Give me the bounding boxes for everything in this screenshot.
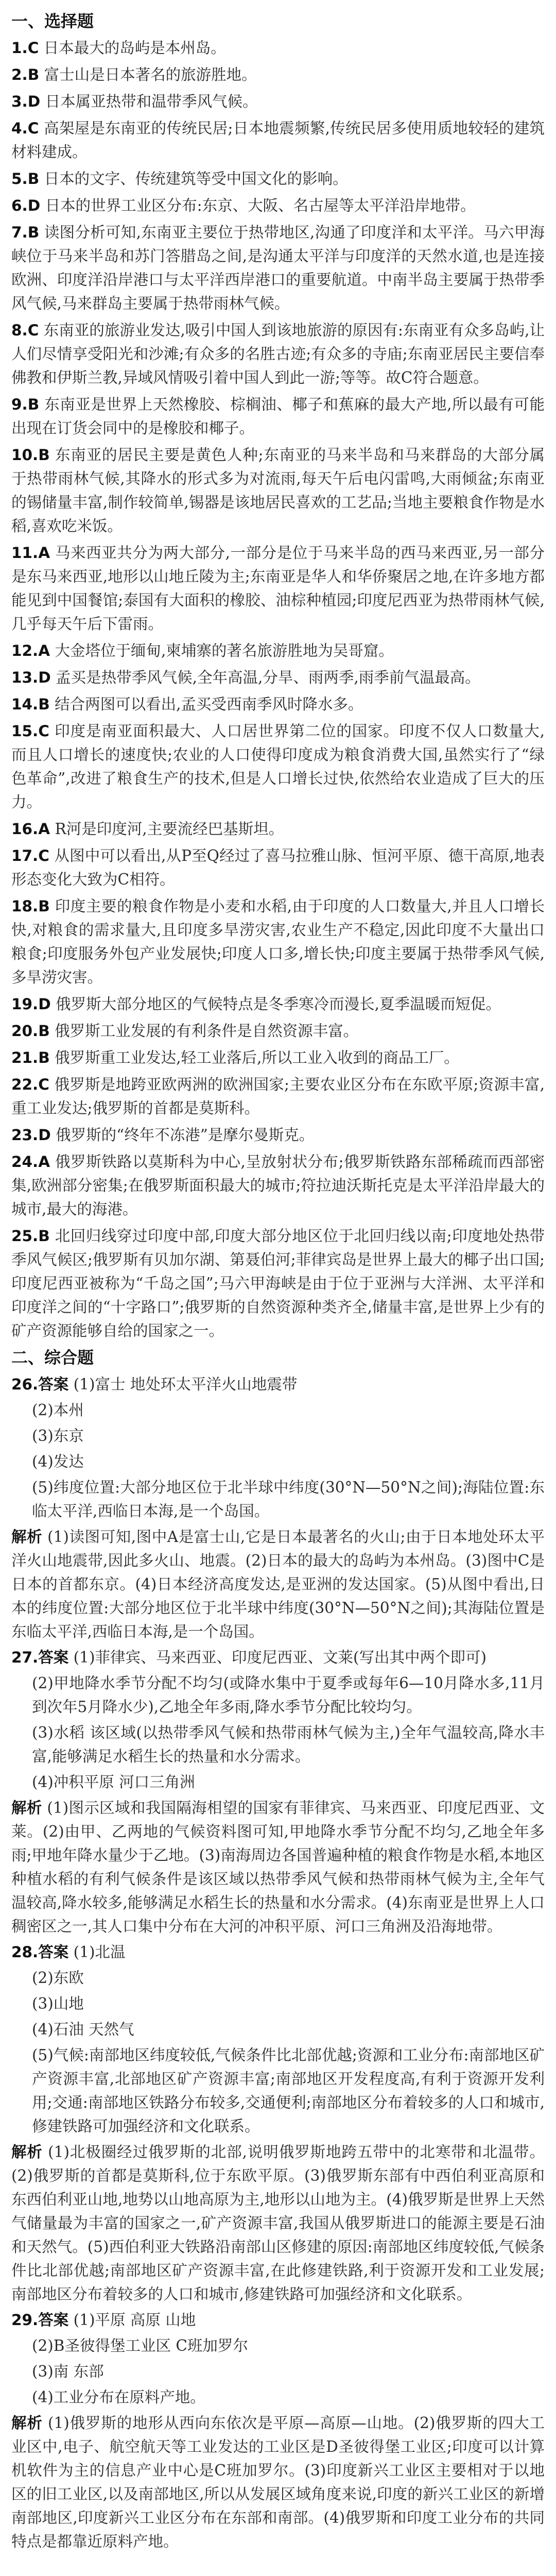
- choice-answer-explanation: 俄罗斯铁路以莫斯科为中心,呈放射状分布;俄罗斯铁路东部稀疏而西部密集,欧洲部分密集;在俄罗斯面积最大的城市;符拉迪沃斯托克是太平洋沿岸最大的城市,最大的海港。: [11, 1153, 545, 1218]
- choice-answer-item: [11, 666, 545, 689]
- choice-answer-explanation: 俄罗斯大部分地区的气候特点是冬季寒冷而漫长,夏季温暖而短促。: [56, 995, 501, 1013]
- choice-answer-number: 2.B: [11, 66, 40, 83]
- choice-answer-number: 6.D: [11, 197, 41, 214]
- q28-answer-part: (3)山地: [32, 1995, 84, 2012]
- q29-answer-part: (3)南 东部: [32, 2363, 104, 2380]
- q26-answer-part: (5)纬度位置:大部分地区位于北半球中纬度(30°N—50°N之间);海陆位置:东临太平洋,西临日本海,是一个岛国。: [32, 1479, 545, 1520]
- choice-answer-item: [11, 1073, 545, 1120]
- choice-answer-number: 8.C: [11, 321, 39, 339]
- choice-answer-explanation: 俄罗斯是地跨亚欧两洲的欧洲国家;主要农业区分布在东欧平原;资源丰富,重工业发达;俄罗斯的首都是莫斯科。: [11, 1076, 545, 1117]
- q27-explanation-label: 解析: [11, 1799, 42, 1817]
- choice-answer-item: [11, 116, 545, 164]
- question-28-block: [11, 1940, 545, 2306]
- choice-answer-explanation: 俄罗斯工业发展的有利条件是自然资源丰富。: [55, 1022, 359, 1040]
- choice-answer-explanation: 高架屋是东南亚的传统民居;日本地震频繁,传统民居多使用质地较轻的建筑材料建成。: [11, 120, 545, 161]
- q27-answer-part: (4)冲积平原 河口三角洲: [32, 1773, 195, 1791]
- choice-answer-number: 9.B: [11, 396, 40, 413]
- choice-answer-item: [11, 443, 545, 538]
- choice-answer-item: [11, 393, 545, 440]
- choice-answer-number: 7.B: [11, 224, 40, 241]
- choice-answer-explanation: 结合两图可以看出,孟买受西南季风时降水多。: [55, 696, 363, 713]
- q27-answer-part: (2)甲地降水季节分配不均匀(或降水集中于夏季或每年6—10月降水多,11月到次年5月降水少),乙地全年多雨,降水季节分配比较均匀。: [32, 1674, 545, 1716]
- choice-answer-number: 24.A: [11, 1153, 50, 1171]
- q26-answer-part: (3)东京: [32, 1427, 84, 1445]
- q28-answer-part: (4)石油 天然气: [32, 2021, 134, 2038]
- choice-answer-explanation: 富士山是日本著名的旅游胜地。: [44, 66, 257, 83]
- q27-explanation-text: (1)图示区域和我国隔海相望的国家有菲律宾、马来西亚、印度尼西亚、文莱。(2)由甲、乙两地的气候资料图可知,甲地降水季节分配不均匀,乙地全年多雨;甲地年降水量少于乙地。(3)南海周边各国普遍种植的粮食作物是水稻,本地区种植水稻的有利气候条件是该区域以热带季风气候和热带雨林气候为主,全年气温较高,降水较多,能够满足水稻生长的热量和水分需求。(4)东南亚是世界上人口稠密区之一,其人口集中分布在大河的冲积平原、河口三角洲及沿海地带。: [11, 1799, 545, 1935]
- choice-answer-explanation: 俄罗斯的“终年不冻港”是摩尔曼斯克。: [56, 1126, 315, 1144]
- choice-answer-number: 1.C: [11, 39, 39, 57]
- choice-answer-number: 19.D: [11, 995, 51, 1013]
- choice-answer-explanation: 北回归线穿过印度中部,印度大部分地区位于北回归线以南;印度地处热带季风气候区;俄罗斯有贝加尔湖、第聂伯河;菲律宾岛是世界上最大的椰子出口国;印度尼西亚被称为“千岛之国”;马六甲海峡是由于位于亚洲与大洋洲、太平洋和印度洋之间的“十字路口”;俄罗斯的自然资源种类齐全,储量丰富,是世界上少有的矿产资源能够自给的国家之一。: [11, 1227, 545, 1340]
- choice-answer-explanation: 读图分析可知,东南亚主要位于热带地区,沟通了印度洋和太平洋。马六甲海峡位于马来半岛和苏门答腊岛之间,是沟通太平洋与印度洋的天然水道,也是连接欧洲、印度洋沿岸港口与太平洋西岸港口的重要航道。中南半岛主要属于热带季风气候,马来群岛主要属于热带雨林气候。: [11, 224, 545, 312]
- choice-answer-item: [11, 692, 545, 716]
- choice-answer-item: [11, 639, 545, 663]
- choice-answer-number: 16.A: [11, 820, 50, 838]
- choice-answer-item: [11, 90, 545, 113]
- choice-answer-explanation: 日本最大的岛屿是本州岛。: [43, 39, 226, 57]
- choice-answer-explanation: 日本属亚热带和温带季风气候。: [45, 93, 258, 110]
- question-27-block: [11, 1646, 545, 1938]
- q29-number: 29.: [11, 2311, 39, 2329]
- choice-answer-number: 4.C: [11, 120, 39, 137]
- choice-answer-explanation: 东南亚是世界上天然橡胶、棕榈油、椰子和蕉麻的最大产地,所以最有可能出现在订货会同中的是橡胶和椰子。: [11, 396, 545, 437]
- q26-answer-label: 答案: [38, 1376, 69, 1393]
- question-29-block: [11, 2308, 545, 2553]
- choice-answer-number: 20.B: [11, 1022, 50, 1040]
- q28-explanation-label: 解析: [11, 2143, 43, 2161]
- section-heading-choice: 一、选择题: [11, 11, 94, 31]
- choice-answer-explanation: 东南亚的旅游业发达,吸引中国人到该地旅游的原因有:东南亚有众多岛屿,让人们尽情享受阳光和沙滩;有众多的名胜古迹;有众多的寺庙;东南亚居民主要信奉佛教和伊斯兰教,异域风情吸引着中国人到此一游;等等。故C符合题意。: [11, 321, 545, 386]
- choice-answer-item: [11, 992, 545, 1016]
- choice-answer-number: 12.A: [11, 642, 50, 659]
- q28-answer-line: [11, 1940, 545, 1964]
- choice-answer-explanation: 印度是南亚面积最大、人口居世界第二位的国家。印度不仅人口数量大,而且人口增长的速度快;农业的人口使得印度成为粮食消费大国,虽然实行了“绿色革命”,改进了粮食生产的技术,但是人口增长过快,依然给农业造成了巨大的压力。: [11, 722, 545, 811]
- choice-answer-number: 25.B: [11, 1227, 50, 1245]
- q28-answer-part: (5)气候:南部地区纬度较低,气候条件比北部优越;资源和工业分布:南部地区矿产资源丰富,北部地区矿产资源丰富;南部地区开发程度高,有利于资源开发利用;交通:南部地区铁路分布较多,交通便利;南部地区分布着较多的人口和城市,修建铁路可加强经济和文化联系。: [32, 2046, 545, 2135]
- q26-number: 26.: [11, 1376, 39, 1393]
- question-26-block: [11, 1372, 545, 1643]
- choice-answer-explanation: 日本的文字、传统建筑等受中国文化的影响。: [44, 170, 348, 188]
- choice-answer-list: [11, 36, 545, 1343]
- q26-explanation-label: 解析: [11, 1528, 43, 1546]
- choice-answer-number: 13.D: [11, 669, 51, 686]
- q29-explanation: [11, 2411, 545, 2553]
- choice-answer-number: 21.B: [11, 1049, 50, 1066]
- choice-answer-number: 15.C: [11, 722, 49, 740]
- q26-explanation: [11, 1525, 545, 1643]
- choice-answer-explanation: 大金塔位于缅甸,柬埔寨的著名旅游胜地为吴哥窟。: [55, 642, 394, 659]
- q27-answer-line: [11, 1646, 545, 1669]
- q26-answer-line: [11, 1372, 545, 1396]
- q26-answer-part: (2)本州: [32, 1401, 84, 1419]
- choice-answer-number: 5.B: [11, 170, 40, 188]
- choice-answer-number: 23.D: [11, 1126, 51, 1144]
- q29-explanation-label: 解析: [11, 2414, 43, 2432]
- choice-answer-item: [11, 36, 545, 60]
- q29-answer-line: [11, 2308, 545, 2332]
- choice-answer-item: [11, 221, 545, 315]
- q27-number: 27.: [11, 1649, 39, 1666]
- q27-answer-label: 答案: [38, 1649, 69, 1666]
- choice-answer-number: 11.A: [11, 544, 50, 562]
- choice-answer-number: 3.D: [11, 93, 41, 110]
- choice-answer-number: 22.C: [11, 1076, 49, 1093]
- choice-answer-explanation: R河是印度河,主要流经巴基斯坦。: [55, 820, 284, 838]
- q28-explanation: [11, 2140, 545, 2306]
- q26-part-1: (1)富士 地处环太平洋火山地震带: [73, 1376, 298, 1393]
- choice-answer-item: [11, 167, 545, 191]
- choice-answer-item: [11, 1046, 545, 1070]
- q28-answer-label: 答案: [38, 1943, 69, 1961]
- choice-answer-number: 17.C: [11, 847, 49, 865]
- choice-answer-item: [11, 194, 545, 217]
- choice-answer-item: [11, 541, 545, 636]
- choice-answer-item: [11, 719, 545, 814]
- choice-answer-explanation: 印度主要的粮食作物是小麦和水稻,由于印度的人口数量大,并且人口增长快,对粮食的需求量大,且印度多旱涝灾害,农业生产不稳定,因此印度不大量出口粮食;印度服务外包产业发展快;印度人口多,增长快;印度主要属于热带季风气候,多旱涝灾害。: [11, 897, 545, 986]
- choice-answer-item: [11, 318, 545, 389]
- choice-answer-number: 14.B: [11, 696, 50, 713]
- q29-explanation-text: (1)俄罗斯的地形从西向东依次是平原—高原—山地。(2)俄罗斯的四大工业区中,电子、航空航天等工业发达的工业区是D圣彼得堡工业区;印度可以计算机软件为主的信息产业中心是C班加罗尔。(3)印度新兴工业区主要相对于以地区的旧工业区,以及南部地区,所以从发展区域角度来说,印度的新兴工业区的新增南部地区,印度新兴工业区分布在东部和南部。(4)俄罗斯和印度工业分布的共同特点是都靠近原料产地。: [11, 2414, 545, 2550]
- q27-part-1: (1)菲律宾、马来西亚、印度尼西亚、文莱(写出其中两个即可): [73, 1649, 486, 1666]
- q29-answer-part: (2)B圣彼得堡工业区 C班加罗尔: [32, 2337, 248, 2354]
- q29-answer-part: (4)工业分布在原料产地。: [32, 2388, 205, 2406]
- choice-answer-item: [11, 63, 545, 87]
- choice-answer-number: 10.B: [11, 446, 50, 464]
- choice-answer-item: [11, 894, 545, 989]
- q29-part-1: (1)平原 高原 山地: [73, 2311, 196, 2329]
- choice-answer-explanation: 从图中可以看出,从P至Q经过了喜马拉雅山脉、恒河平原、德干高原,地表形态变化大致为C相符。: [11, 847, 545, 888]
- choice-answer-item: [11, 1150, 545, 1221]
- choice-answer-item: [11, 1224, 545, 1343]
- section-heading-comprehensive: 二、综合题: [11, 1348, 94, 1367]
- q26-answer-part: (4)发达: [32, 1453, 84, 1470]
- choice-answer-item: [11, 1019, 545, 1043]
- choice-answer-explanation: 孟买是热带季风气候,全年高温,分旱、雨两季,雨季前气温最高。: [56, 669, 480, 686]
- q28-part-1: (1)北温: [73, 1943, 126, 1961]
- choice-answer-explanation: 马来西亚共分为两大部分,一部分是位于马来半岛的西马来西亚,另一部分是东马来西亚,地形以山地丘陵为主;东南亚是华人和华侨聚居之地,在许多地方都能见到中国餐馆;泰国有大面积的橡胶、油棕种植园;印度尼西亚为热带雨林气候,几乎每天午后下雷雨。: [11, 544, 545, 633]
- q27-explanation: [11, 1796, 545, 1938]
- q28-explanation-text: (1)北极圈经过俄罗斯的北部,说明俄罗斯地跨五带中的北寒带和北温带。(2)俄罗斯的首都是莫斯科,位于东欧平原。(3)俄罗斯东部有中西伯利亚高原和东西伯利亚山地,地势以山地高原为主,地形以山地为主。(4)俄罗斯是世界上天然气储量最为丰富的国家之一,矿产资源丰富,我国从俄罗斯进口的能源主要是石油和天然气。(5)西伯利亚大铁路沿南部山区修建的原因:南部地区纬度较低,气候条件比北部优越;南部地区矿产资源丰富,在此修建铁路,利于资源开发和工业发展;南部地区分布着较多的人口和城市,修建铁路可加强经济和文化联系。: [11, 2143, 545, 2303]
- q26-explanation-text: (1)读图可知,图中A是富士山,它是日本最著名的火山;由于日本地处环太平洋火山地震带,因此多火山、地震。(2)日本的最大的岛屿为本州岛。(3)图中C是日本的首都东京。(4)日本经济高度发达,是亚洲的发达国家。(5)从图中看出,日本的纬度位置:大部分地区位于北半球中纬度(30°N—50°N之间);其海陆位置是东临太平洋,西临日本海,是一个岛国。: [11, 1528, 545, 1640]
- choice-answer-item: [11, 1123, 545, 1147]
- choice-answer-number: 18.B: [11, 897, 50, 915]
- q27-answer-part: (3)水稻 该区域(以热带季风气候和热带雨林气候为主,)全年气温较高,降水丰富,能够满足水稻生长的热量和水分需求。: [32, 1724, 545, 1765]
- choice-answer-explanation: 东南亚的居民主要是黄色人种;东南亚的马来半岛和马来群岛的大部分属于热带雨林气候,其降水的形式多为对流雨,每天午后电闪雷鸣,大雨倾盆;东南亚的锡储量丰富,制作较简单,锡器是该地居民喜欢的工艺品;当地主要粮食作物是水稻,喜欢吃米饭。: [11, 446, 545, 535]
- q28-answer-part: (2)东欧: [32, 1969, 84, 1987]
- choice-answer-item: [11, 844, 545, 891]
- choice-answer-explanation: 日本的世界工业区分布:东京、大阪、名古屋等太平洋沿岸地带。: [45, 197, 476, 214]
- q28-number: 28.: [11, 1943, 39, 1961]
- q29-answer-label: 答案: [38, 2311, 69, 2329]
- choice-answer-item: [11, 817, 545, 841]
- choice-answer-explanation: 俄罗斯重工业发达,轻工业落后,所以工业入收到的商品工厂。: [55, 1049, 459, 1066]
